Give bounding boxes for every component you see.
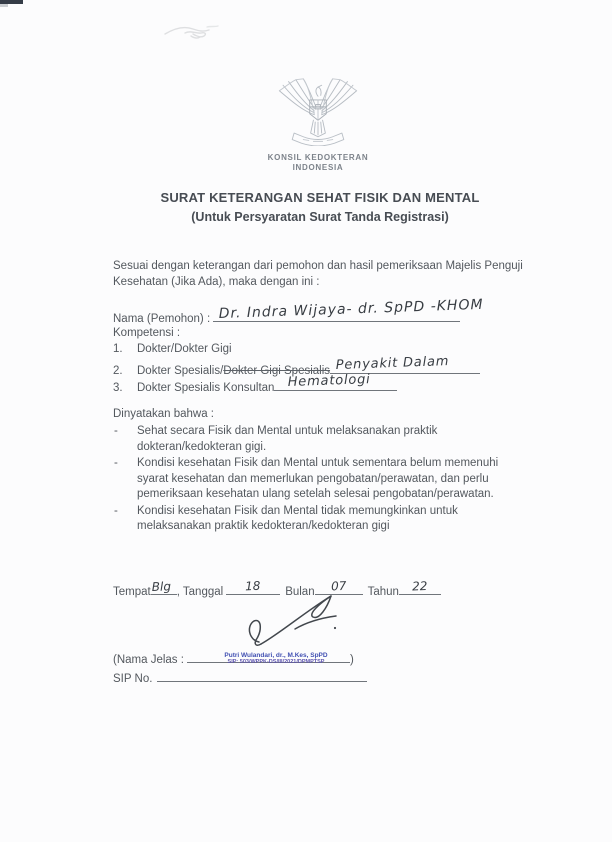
stamp-doctor-name: Putri Wulandari, dr., M.Kes, SpPD: [224, 652, 328, 659]
sip-no-row: [113, 669, 367, 685]
tempat-handwritten-value: Blg: [151, 579, 171, 594]
scan-corner-artifact: [0, 0, 23, 4]
kompetensi-item-3: [113, 372, 533, 394]
tanggal-handwritten-value: 18: [245, 578, 261, 594]
bulan-label: Bulan: [285, 586, 315, 598]
pencil-smudge-artifact: [163, 18, 225, 48]
nama-pemohon-row: [113, 296, 533, 325]
kompetensi-item-1: [113, 343, 533, 360]
tanggal-label: , Tanggal: [176, 586, 224, 598]
stamp-sip-number: SIP: 503/WPPK-DS/III/2021/DPMPTSP: [227, 659, 325, 665]
kompetensi-label: Kompetensi :: [113, 327, 181, 339]
item-handwritten-value: Hematologi: [287, 372, 372, 390]
signature-ink: [243, 594, 341, 656]
garuda-pancasila-emblem: [272, 76, 364, 146]
nama-jelas-row: [113, 650, 354, 666]
item-underline: [274, 372, 397, 391]
title-main: SURAT KETERANGAN SEHAT FISIK DAN MENTAL: [160, 190, 480, 205]
org-name-line1: KONSIL KEDOKTERAN: [267, 153, 369, 162]
sip-label: SIP No.: [113, 673, 153, 685]
item-text: Dokter Spesialis/: [137, 365, 224, 377]
statement-3: [113, 504, 525, 535]
nama-jelas-close-paren: ): [349, 654, 354, 666]
nama-jelas-label: (Nama Jelas :: [113, 654, 184, 666]
tahun-underline: [399, 579, 441, 595]
statement-text: Sehat secara Fisik dan Mental untuk melaksanakan praktik dokteran/kedokteran gigi.: [137, 425, 438, 453]
tahun-label: Tahun: [367, 586, 399, 598]
bullet-dash: -: [114, 425, 118, 437]
bullet-dash: -: [114, 504, 118, 517]
tahun-handwritten-value: 22: [411, 579, 428, 594]
intro-paragraph: Sesuai dengan keterangan dari pemohon dan hasil pemeriksaan Majelis Penguji Kesehatan (Jika Ada), maka dengan ini :: [113, 260, 523, 288]
item-struck-text: Dokter Gigi Spesialis: [223, 365, 331, 377]
item-number: 3.: [113, 382, 123, 394]
nama-label: Nama (Pemohon) :: [113, 313, 211, 325]
document-title: [14, 190, 612, 224]
org-name-line2: INDONESIA: [292, 163, 344, 172]
statement-text: Kondisi kesehatan Fisik dan Mental tidak memungkinkan untuk melaksanakan praktik kedokteran/kedokteran gigi: [137, 504, 458, 532]
statement-2: [113, 456, 525, 503]
letterhead: [0, 76, 612, 173]
nama-handwritten-value: Dr. Indra Wijaya- dr. SpPD -KHOM: [218, 296, 484, 322]
statement-text: Kondisi kesehatan Fisik dan Mental untuk sementara belum memenuhi syarat kesehatan dan memerlukan pengobatan/perawatan, dan perlu pemeriksaan kesehatan ulang setelah selesai pengobatan/perawatan.: [137, 457, 499, 500]
tempat-label: Tempat: [113, 586, 151, 598]
item-text: Dokter Spesialis Konsultan: [137, 382, 275, 394]
item-number: 1.: [113, 343, 123, 355]
statement-1: [113, 424, 525, 455]
doctor-stamp: [201, 652, 351, 666]
statements-list: [113, 424, 525, 536]
title-sub: (Untuk Persyaratan Surat Tanda Registrasi): [191, 210, 449, 224]
item-handwritten-value: Penyakit Dalam: [335, 354, 450, 373]
item-number: 2.: [113, 365, 123, 377]
dinyatakan-label: Dinyatakan bahwa :: [113, 408, 215, 420]
tempat-underline: [151, 579, 177, 595]
nama-underline: [213, 296, 484, 322]
sip-underline: [157, 669, 367, 682]
bulan-handwritten-value: 07: [330, 578, 347, 594]
kompetensi-list: [113, 343, 533, 394]
item-text: Dokter/Dokter Gigi: [137, 343, 232, 355]
bullet-dash: -: [114, 457, 118, 469]
